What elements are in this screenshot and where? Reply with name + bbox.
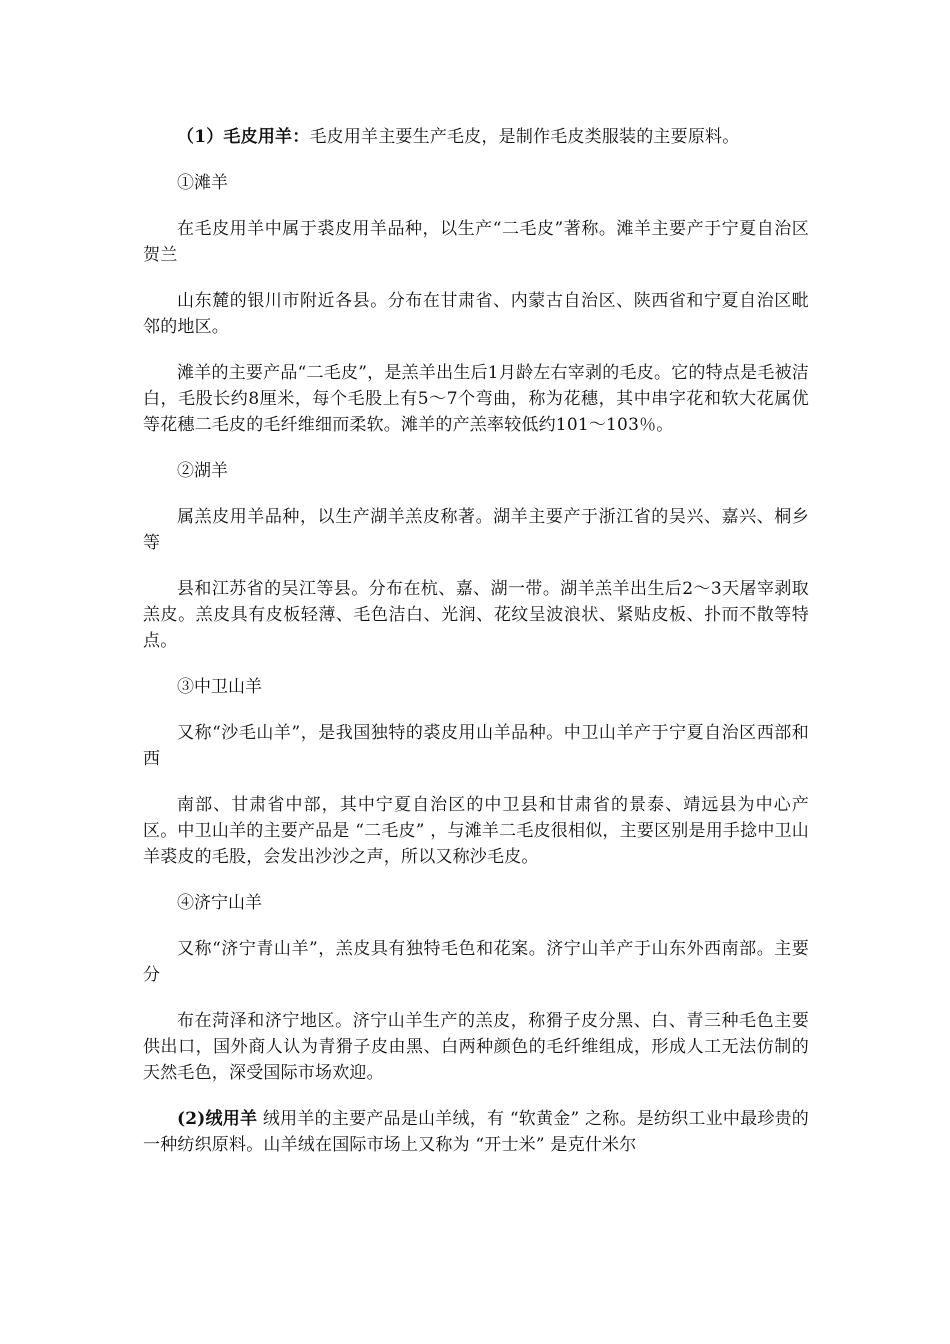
tan-sheep-paragraph-3: 滩羊的主要产品“二毛皮”，是羔羊出生后1月龄左右宰剥的毛皮。它的特点是毛被洁白，毛股长约8厘米，每个毛股上有5～7个弯曲，称为花穗，其中串字花和软大花属优等花穗二毛皮的毛纤维细而柔软。滩羊的产羔率较低约101～103％。: [143, 363, 809, 435]
section-1-label: （1）毛皮用羊：: [177, 127, 310, 147]
zhongwei-goat-paragraph-2: 南部、甘肃省中部，其中宁夏自治区的中卫县和甘肃省的景泰、靖远县为中心产区。中卫山羊的主要产品是 “二毛皮” ，与滩羊二毛皮很相似，主要区别是用手捻中卫山羊裘皮的毛股，会发出沙沙之声，所以又称沙毛皮。: [143, 795, 809, 867]
section-1-paragraph: [143, 124, 809, 150]
section-2-text: 绒用羊的主要产品是山羊绒，有 “软黄金” 之称。是纺织工业中最珍贵的一种纺织原料。山羊绒在国际市场上又称为 “开士米” 是克什米尔: [143, 1109, 810, 1155]
hu-sheep-paragraph-2: 县和江苏省的吴江等县。分布在杭、嘉、湖一带。湖羊羔羊出生后2～3天屠宰剥取羔皮。羔皮具有皮板轻薄、毛色洁白、光润、花纹呈波浪状、紧贴皮板、扑而不散等特点。: [143, 579, 809, 651]
jining-goat-paragraph-2: 布在菏泽和济宁地区。济宁山羊生产的羔皮，称猾子皮分黑、白、青三种毛色主要供出口，国外商人认为青猾子皮由黑、白两种颜色的毛纤维组成，形成人工无法仿制的天然毛色，深受国际市场欢迎。: [143, 1011, 809, 1083]
zhongwei-goat-paragraph-1: 又称“沙毛山羊”，是我国独特的裘皮用山羊品种。中卫山羊产于宁夏自治区西部和西: [143, 723, 809, 769]
section-2-paragraph: [143, 1106, 809, 1158]
hu-sheep-paragraph-1: 属羔皮用羊品种，以生产湖羊羔皮称著。湖羊主要产于浙江省的吴兴、嘉兴、桐乡等: [143, 507, 809, 553]
section-2-label: (2)绒用羊: [177, 1109, 258, 1129]
document-page: [143, 124, 809, 1178]
hu-sheep-heading: ②湖羊: [177, 461, 228, 481]
tan-sheep-paragraph-2: 山东麓的银川市附近各县。分布在甘肃省、内蒙古自治区、陕西省和宁夏自治区毗邻的地区。: [143, 291, 809, 337]
section-1-text: 毛皮用羊主要生产毛皮，是制作毛皮类服装的主要原料。: [309, 127, 740, 147]
tan-sheep-paragraph-1: 在毛皮用羊中属于裘皮用羊品种，以生产“二毛皮”著称。滩羊主要产于宁夏自治区贺兰: [143, 219, 809, 265]
jining-goat-heading: ④济宁山羊: [177, 893, 262, 913]
jining-goat-paragraph-1: 又称“济宁青山羊”，羔皮具有独特毛色和花案。济宁山羊产于山东外西南部。主要分: [143, 939, 809, 985]
tan-sheep-heading: ①滩羊: [177, 173, 228, 193]
zhongwei-goat-heading: ③中卫山羊: [177, 677, 262, 697]
